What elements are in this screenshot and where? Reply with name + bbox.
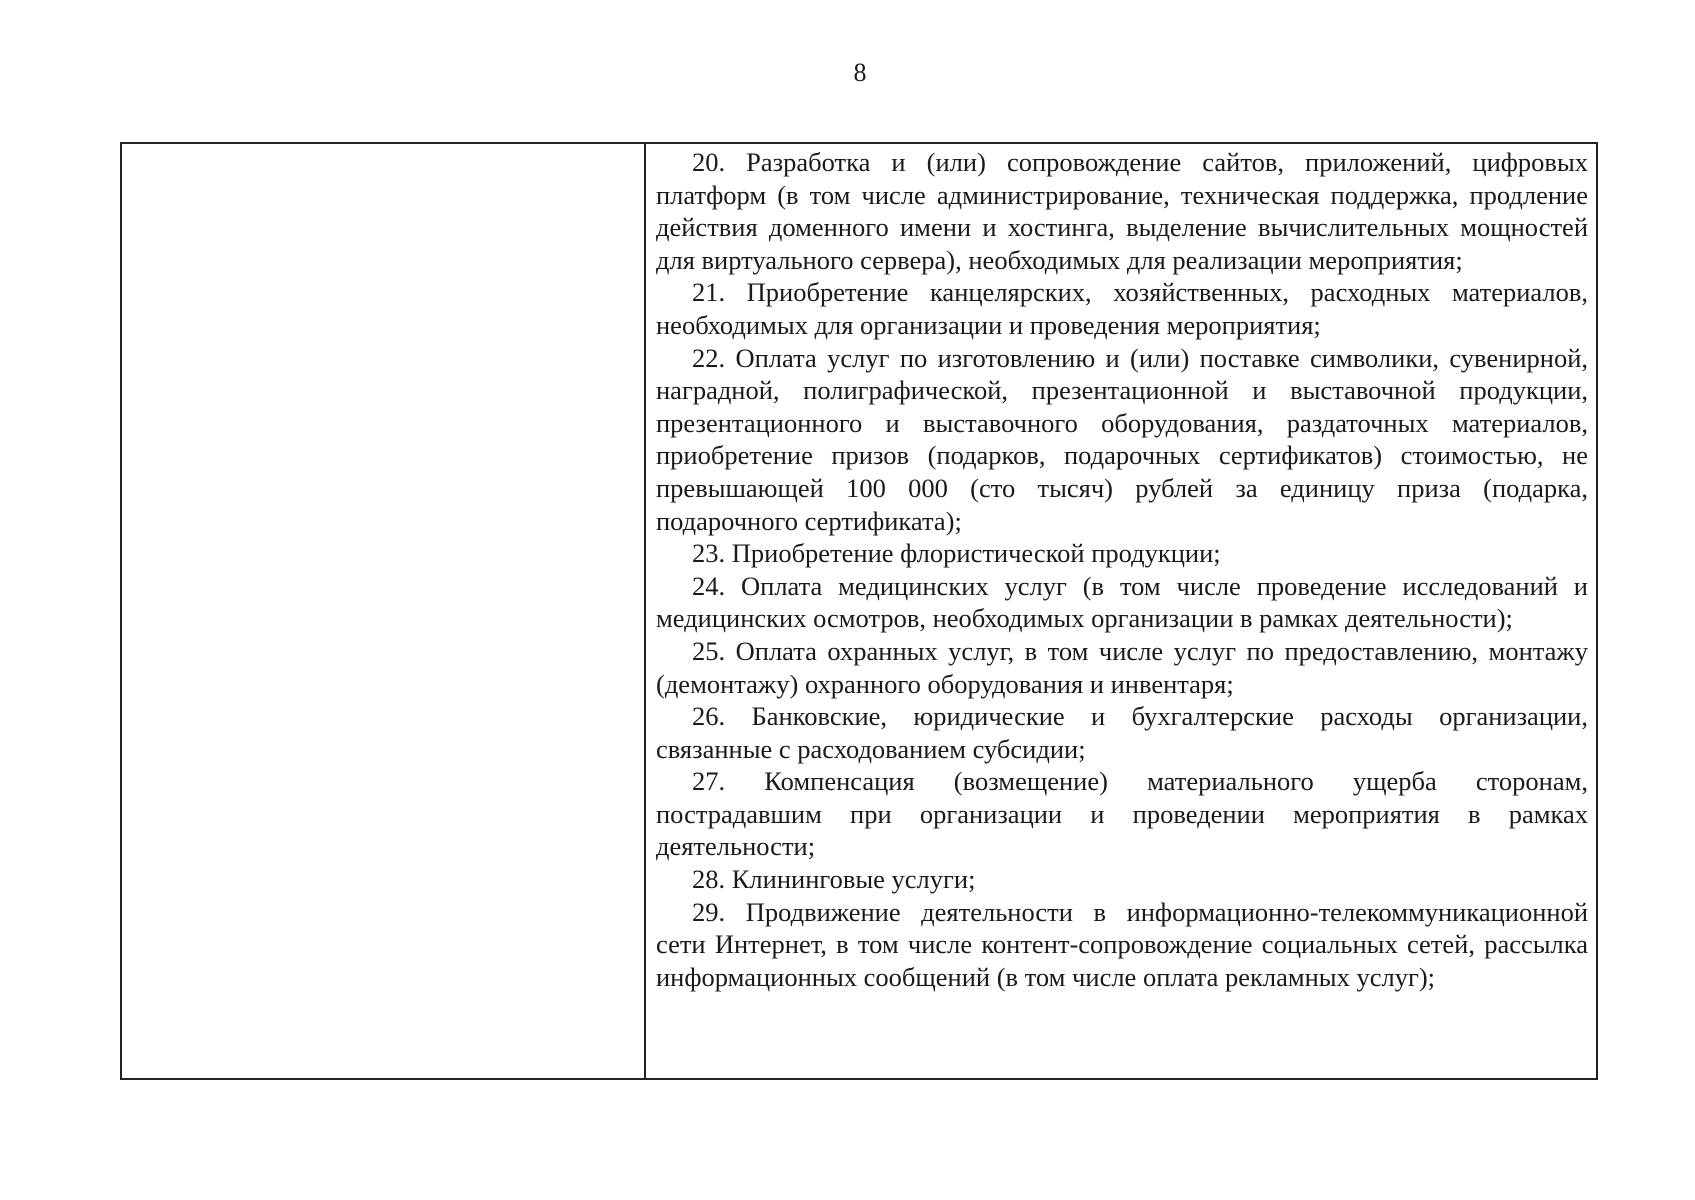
list-item-25: 25. Оплата охранных услуг, в том числе услуг по предоставлению, монтажу (демонтажу) охранного оборудования и инвентаря; bbox=[656, 635, 1588, 699]
list-item-23: 23. Приобретение флористической продукции; bbox=[692, 538, 1221, 569]
table-left-cell bbox=[122, 144, 646, 1078]
list-item-27: 27. Компенсация (возмещение) материального ущерба сторонам, пострадавшим при организации и проведении мероприятия в рамках деятельности; bbox=[656, 766, 1588, 862]
list-item-29: 29. Продвижение деятельности в информационно-телекоммуникационной сети Интернет, в том числе контент-сопровождение социальных сетей, рассылка информационных сообщений (в том числе оплата рекламных услуг); bbox=[656, 896, 1588, 992]
list-item-24: 24. Оплата медицинских услуг (в том числе проведение исследований и медицинских осмотров, необходимых организации в рамках деятельности); bbox=[656, 570, 1588, 634]
document-table bbox=[120, 142, 1598, 1080]
list-item-28: 28. Клининговые услуги; bbox=[692, 864, 976, 895]
list-item-22: 22. Оплата услуг по изготовлению и (или) поставке символики, сувенирной, наградной, полиграфической, презентационной и выставочной продукции, презентационного и выставочного оборудования, раздаточных материалов, приобретение призов (подарков, подарочных сертификатов) стоимостью, не превышающей 100 000 (сто тысяч) рублей за единицу приза (подарка, подарочного сертификата); bbox=[656, 342, 1588, 536]
list-item-20: 20. Разработка и (или) сопровождение сайтов, приложений, цифровых платформ (в том числе администрирование, техническая поддержка, продление действия доменного имени и хостинга, выделение вычислительных мощностей для виртуального сервера), необходимых для реализации мероприятия; bbox=[656, 147, 1588, 275]
list-item-26: 26. Банковские, юридические и бухгалтерские расходы организации, связанные с расходованием субсидии; bbox=[656, 701, 1588, 764]
list-item-21: 21. Приобретение канцелярских, хозяйственных, расходных материалов, необходимых для организации и проведения мероприятия; bbox=[656, 277, 1588, 340]
table-right-cell bbox=[646, 144, 1596, 1078]
page-number: 8 bbox=[853, 58, 867, 87]
